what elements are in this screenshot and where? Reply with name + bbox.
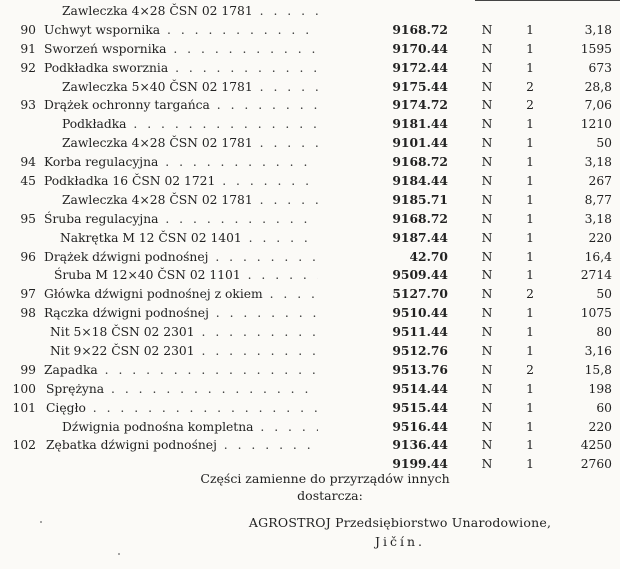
row-price: 2760 [580,457,612,472]
row-part-name: Podkładka sworznia . . . [44,59,318,78]
row-unit: N [481,60,493,75]
row-quantity: 1 [526,192,534,207]
table-row [0,153,620,172]
row-price: 16,4 [584,249,612,264]
row-position: 91 [20,41,36,56]
row-part-number: 9172.44 [392,59,448,75]
table-row [0,229,620,248]
row-part-number: 9168.72 [392,210,448,226]
row-part-name: Sprężyna . . . [46,380,318,399]
row-unit: N [481,136,493,151]
row-price: 7,06 [584,98,612,113]
row-unit: N [481,400,493,415]
row-part-name: Śruba regulacyjna . . . [44,210,318,229]
table-row [0,342,620,361]
row-position: 99 [20,362,36,377]
row-part-number: 9514.44 [392,380,448,396]
row-part-name: Zębatka dźwigni podnośnej . . . [46,436,318,455]
row-part-number: 9168.72 [392,21,448,37]
row-price: 198 [588,381,612,396]
row-unit: N [481,230,493,245]
row-price: 267 [588,174,612,189]
row-part-number: 9101.44 [392,135,448,151]
row-price: 50 [596,287,612,302]
table-row [0,40,620,59]
table-row [0,134,620,153]
row-part-name: Zawleczka 4×28 ČSN 02 1781 . . . [62,2,318,21]
row-quantity: 1 [526,211,534,226]
row-part-number: 9170.44 [392,40,448,56]
row-part-number: 9511.44 [392,324,448,340]
table-row [0,285,620,304]
row-unit: N [481,362,493,377]
row-position: 95 [20,211,36,226]
row-part-number: 9136.44 [392,437,448,453]
row-unit: N [481,98,493,113]
row-part-name: Dźwignia podnośna kompletna . . . [62,418,318,437]
row-part-number: 5127.70 [392,286,448,302]
footer-line-2: dostarcza: [297,488,363,503]
table-row [0,418,620,437]
row-unit: N [481,249,493,264]
row-quantity: 1 [526,174,534,189]
row-price: 1210 [580,117,612,132]
row-quantity: 1 [526,230,534,245]
row-quantity: 1 [526,136,534,151]
row-quantity: 2 [526,287,534,302]
row-part-number: 42.70 [409,248,448,264]
row-unit: N [481,174,493,189]
top-rule [475,0,620,1]
row-unit: N [481,419,493,434]
row-price: 50 [596,136,612,151]
row-quantity: 2 [526,79,534,94]
table-row [0,172,620,191]
row-price: 220 [588,230,612,245]
row-unit: N [481,79,493,94]
row-price: 1595 [580,41,612,56]
row-part-name: Główka dźwigni podnośnej z okiem . . . [44,285,318,304]
row-part-name: Podkładka . . . [62,115,318,134]
row-part-number: 9516.44 [392,418,448,434]
table-row [0,323,620,342]
row-part-name: Zawleczka 5×40 ČSN 02 1781 . . . [62,78,318,97]
row-price: 1075 [580,306,612,321]
row-price: 60 [596,400,612,415]
row-part-name: Zawleczka 4×28 ČSN 02 1781 . . . [62,191,318,210]
row-part-name: Nit 5×18 ČSN 02 2301 . . . [50,323,318,342]
row-unit: N [481,268,493,283]
row-price: 3,18 [584,211,612,226]
row-part-number: 9199.44 [392,456,448,472]
row-part-name: Zapadka . . . [44,361,318,380]
table-row [0,248,620,267]
row-part-name: Sworzeń wspornika . . . [44,40,318,59]
row-part-number: 9512.76 [392,343,448,359]
row-price: 15,8 [584,362,612,377]
row-price: 80 [596,325,612,340]
row-part-number: 9509.44 [392,267,448,283]
table-row [0,380,620,399]
row-quantity: 1 [526,155,534,170]
table-row [0,436,620,455]
row-part-name: Rączka dźwigni podnośnej . . . [44,304,318,323]
row-part-number: 9510.44 [392,305,448,321]
table-row [0,21,620,40]
row-quantity: 1 [526,268,534,283]
row-unit: N [481,192,493,207]
row-unit: N [481,325,493,340]
table-row [0,304,620,323]
row-unit: N [481,211,493,226]
row-price: 3,16 [584,344,612,359]
row-position: 98 [20,306,36,321]
row-part-name: Uchwyt wspornika . . . [44,21,318,40]
row-quantity: 1 [526,438,534,453]
row-quantity: 2 [526,98,534,113]
row-part-name: Nit 9×22 ČSN 02 2301 . . . [50,342,318,361]
print-speck [40,521,42,523]
table-row [0,115,620,134]
row-unit: N [481,22,493,37]
row-part-number: 9513.76 [392,361,448,377]
row-price: 220 [588,419,612,434]
row-unit: N [481,287,493,302]
row-part-name: Śruba M 12×40 ČSN 02 1101 . . . [54,266,318,285]
row-unit: N [481,306,493,321]
row-unit: N [481,438,493,453]
row-unit: N [481,41,493,56]
supplier-city: Jičín. [374,534,426,549]
row-part-number: 9174.72 [392,97,448,113]
row-price: 3,18 [584,155,612,170]
row-position: 97 [20,287,36,302]
row-part-name: Podkładka 16 ČSN 02 1721 . . . [44,172,318,191]
row-quantity: 1 [526,117,534,132]
table-row [0,266,620,285]
row-quantity: 1 [526,22,534,37]
row-unit: N [481,155,493,170]
table-row [0,399,620,418]
row-quantity: 1 [526,400,534,415]
footer-line-1: Części zamienne do przyrządów innych [200,471,450,486]
row-unit: N [481,117,493,132]
row-quantity: 1 [526,41,534,56]
table-row [0,210,620,229]
supplier-name: AGROSTROJ Przedsiębiorstwo Unarodowione, [248,515,552,530]
row-part-number: 9187.44 [392,229,448,245]
print-speck [118,553,120,555]
row-price: 2714 [580,268,612,283]
row-part-number: 9184.44 [392,173,448,189]
row-price: 3,18 [584,22,612,37]
row-quantity: 1 [526,325,534,340]
row-position: 96 [20,249,36,264]
row-part-number: 9168.72 [392,154,448,170]
row-position: 101 [12,400,36,415]
row-position: 100 [12,381,36,396]
row-part-name: Drążek dźwigni podnośnej . . . [44,248,318,267]
row-unit: N [481,344,493,359]
row-price: 28,8 [584,79,612,94]
table-row [0,96,620,115]
table-row [0,59,620,78]
row-quantity: 1 [526,60,534,75]
row-price: 4250 [580,438,612,453]
table-row [0,361,620,380]
row-part-name: Zawleczka 4×28 ČSN 02 1781 . . . [62,134,318,153]
row-part-number: 9181.44 [392,116,448,132]
table-row [0,2,620,21]
row-part-name: Cięgło . . . [46,399,318,418]
parts-list [0,2,620,474]
row-part-number: 9185.71 [392,191,448,207]
row-position: 92 [20,60,36,75]
row-price: 8,77 [584,192,612,207]
table-row [0,191,620,210]
row-position: 102 [12,438,36,453]
row-quantity: 1 [526,457,534,472]
row-part-name: Korba regulacyjna . . . [44,153,318,172]
row-part-number: 9515.44 [392,399,448,415]
row-position: 94 [20,155,36,170]
row-position: 45 [20,174,36,189]
row-part-name: Drążek ochronny targańca . . . [44,96,318,115]
row-quantity: 1 [526,419,534,434]
row-quantity: 1 [526,249,534,264]
row-unit: N [481,381,493,396]
row-quantity: 1 [526,306,534,321]
row-unit: N [481,457,493,472]
row-part-name: Nakrętka M 12 ČSN 02 1401 . . . [60,229,318,248]
row-price: 673 [588,60,612,75]
table-row [0,78,620,97]
row-quantity: 1 [526,381,534,396]
row-quantity: 2 [526,362,534,377]
row-position: 90 [20,22,36,37]
row-part-number: 9175.44 [392,78,448,94]
row-position: 93 [20,98,36,113]
row-quantity: 1 [526,344,534,359]
